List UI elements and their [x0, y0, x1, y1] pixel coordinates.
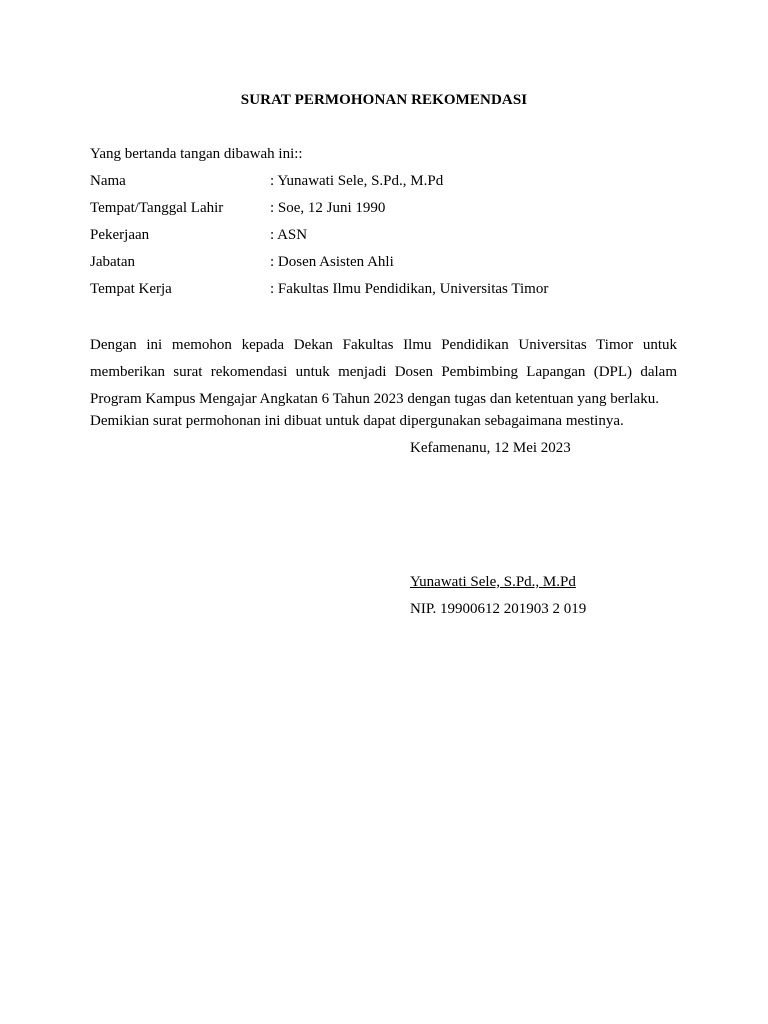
field-value: : Yunawati Sele, S.Pd., M.Pd: [270, 173, 444, 189]
field-label: Tempat/Tanggal Lahir: [90, 200, 224, 216]
letter-title: SURAT PERMOHONAN REKOMENDASI: [240, 92, 528, 108]
signer-nip: NIP. 19900612 201903 2 019: [410, 601, 587, 617]
field-value: : Dosen Asisten Ahli: [270, 254, 394, 270]
signer-name: Yunawati Sele, S.Pd., M.Pd: [410, 574, 576, 590]
field-row-tempat-tanggal-lahir: [90, 200, 690, 220]
field-label: Pekerjaan: [90, 227, 150, 243]
field-row-pekerjaan: [90, 227, 690, 247]
letter-body-paragraph: Dengan ini memohon kepada Dekan Fakultas Ilmu Pendidikan Universitas Timor untuk memberikan surat rekomendasi untuk menjadi Dosen Pembimbing Lapangan (DPL) dalam Program Kampus Mengajar Angkatan 6 Tahun 2023 dengan tugas dan ketentuan yang berlaku.: [90, 337, 677, 407]
field-label: Tempat Kerja: [90, 281, 172, 297]
field-row-tempat-kerja: [90, 281, 690, 301]
place-and-date: Kefamenanu, 12 Mei 2023: [410, 440, 571, 456]
field-row-nama: [90, 173, 690, 193]
field-label: Nama: [90, 173, 126, 189]
field-value: : Fakultas Ilmu Pendidikan, Universitas Timor: [270, 281, 549, 297]
field-value: : ASN: [270, 227, 308, 243]
letter-closing-paragraph: Demikian surat permohonan ini dibuat untuk dapat dipergunakan sebagaimana mestinya.: [90, 413, 624, 429]
field-value: : Soe, 12 Juni 1990: [270, 200, 386, 216]
field-label: Jabatan: [90, 254, 135, 270]
letter-intro: Yang bertanda tangan dibawah ini::: [90, 146, 303, 162]
field-row-jabatan: [90, 254, 690, 274]
